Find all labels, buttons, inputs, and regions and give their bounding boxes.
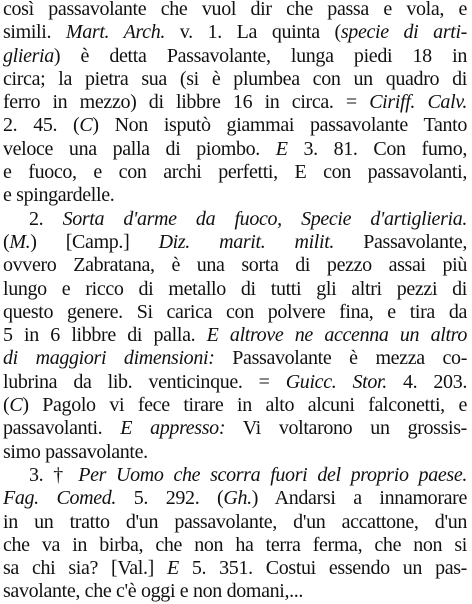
italic-text: M.: [9, 230, 31, 253]
text-segment: Passavolante,: [334, 230, 467, 253]
text-segment: savolante, che c'è oggi e non domani,...: [3, 580, 304, 603]
text-segment: Vi voltarono un grossis-: [225, 417, 467, 440]
text-line: [3, 464, 467, 487]
text-line: [3, 161, 467, 184]
text-segment: 5 in 6 libbre di palla.: [3, 324, 207, 347]
text-segment: 5. 351. Costui essendo un pas-: [178, 557, 467, 580]
text-segment: lungo e ricco di metallo di tutti gli altri pezzi di: [3, 277, 467, 300]
text-segment: ) Pagolo vi fece tirare in alto alcuni falconetti, e: [22, 394, 467, 417]
italic-text: E: [166, 557, 179, 580]
text-segment: lubrina da lib. venticinque. =: [3, 370, 286, 393]
text-line: [3, 301, 467, 324]
text-line: [3, 278, 467, 301]
text-segment: questo genere. Si carica con polvere fina, e tira da: [3, 300, 467, 323]
italic-text: di maggiori dimensioni:: [3, 347, 215, 370]
italic-text: Ciriff. Calv.: [369, 91, 467, 114]
text-line: [3, 394, 467, 417]
text-line: [3, 580, 467, 603]
italic-text: E altrove ne accenna un altro: [206, 324, 467, 347]
text-segment: (: [3, 230, 10, 253]
text-line: [3, 347, 467, 370]
text-line: [3, 511, 467, 534]
text-segment: circa; la pietra sua (si è plumbea con un quadro di: [3, 67, 467, 90]
italic-text: C: [9, 394, 23, 417]
text-segment: simili.: [3, 21, 66, 44]
text-line: [3, 91, 467, 114]
text-segment: 5. 292. (: [116, 487, 224, 510]
text-segment: ) [Camp.]: [30, 230, 159, 253]
text-segment: ) Andarsi a innamorare: [251, 487, 467, 510]
italic-text: Mart. Arch.: [65, 21, 165, 44]
text-segment: ferro in mezzo) di libbre 16 in circa. =: [3, 91, 370, 114]
text-segment: e fuoco, e con archi perfetti, E con passavolanti,: [3, 161, 467, 184]
italic-text: C: [79, 114, 93, 137]
text-segment: 4. 203.: [386, 370, 467, 393]
text-segment: 3. †: [29, 463, 79, 486]
italic-text: E: [275, 137, 288, 160]
italic-text: specie di arti-: [340, 21, 467, 44]
text-line: [3, 184, 467, 207]
text-line: [3, 45, 467, 68]
text-segment: ) Non isputò giammai passavolante Tanto: [92, 114, 467, 137]
text-segment: Passavolante è mezza co-: [214, 347, 467, 370]
text-line: [3, 208, 467, 231]
italic-text: Guicc. Stor.: [285, 370, 387, 393]
text-segment: v. 1. La quinta (: [165, 21, 341, 44]
text-segment: e spingardelle.: [3, 184, 115, 207]
text-segment: (: [3, 394, 10, 417]
italic-text: Diz. marit. milit.: [158, 230, 335, 253]
text-line: [3, 371, 467, 394]
text-line: [3, 21, 467, 44]
italic-text: E appresso:: [120, 417, 226, 440]
text-line: [3, 487, 467, 510]
text-line: [3, 114, 467, 137]
text-line: [3, 231, 467, 254]
italic-text: Gh.: [223, 487, 252, 510]
text-segment: 3. 81. Con fumo,: [287, 137, 467, 160]
text-segment: in un tratto d'un passavolante, d'un accattone, d'un: [3, 510, 467, 533]
text-segment: che va in birba, che non ha terra ferma, che non si: [3, 533, 467, 556]
text-line: [3, 441, 467, 464]
italic-text: glieria: [3, 44, 54, 67]
text-line: [3, 534, 467, 557]
text-segment: così passavolante che vuol dir che passa e vola, e: [3, 0, 467, 20]
text-segment: simo passavolante.: [3, 440, 148, 463]
text-line: [3, 417, 467, 440]
italic-text: Per Uomo che scorra fuori del proprio paese.: [78, 463, 467, 486]
text-line: [3, 557, 467, 580]
text-segment: passavolanti.: [3, 417, 121, 440]
text-segment: veloce una palla di piombo.: [3, 137, 276, 160]
text-segment: sa chi sia? [Val.]: [3, 557, 167, 580]
dictionary-entry-text: [3, 0, 467, 604]
text-line: [3, 68, 467, 91]
text-line: [3, 138, 467, 161]
text-segment: 2. 45. (: [3, 114, 80, 137]
italic-text: Sorta d'arme da fuoco, Specie d'artiglieria.: [62, 207, 467, 230]
italic-text: Fag. Comed.: [3, 487, 117, 510]
text-segment: ovvero Zabratana, è una sorta di pezzo assai più: [3, 254, 467, 277]
text-line: [3, 0, 467, 21]
text-line: [3, 254, 467, 277]
text-line: [3, 324, 467, 347]
text-segment: ) è detta Passavolante, lunga piedi 18 in: [53, 44, 467, 67]
text-segment: 2.: [29, 207, 63, 230]
